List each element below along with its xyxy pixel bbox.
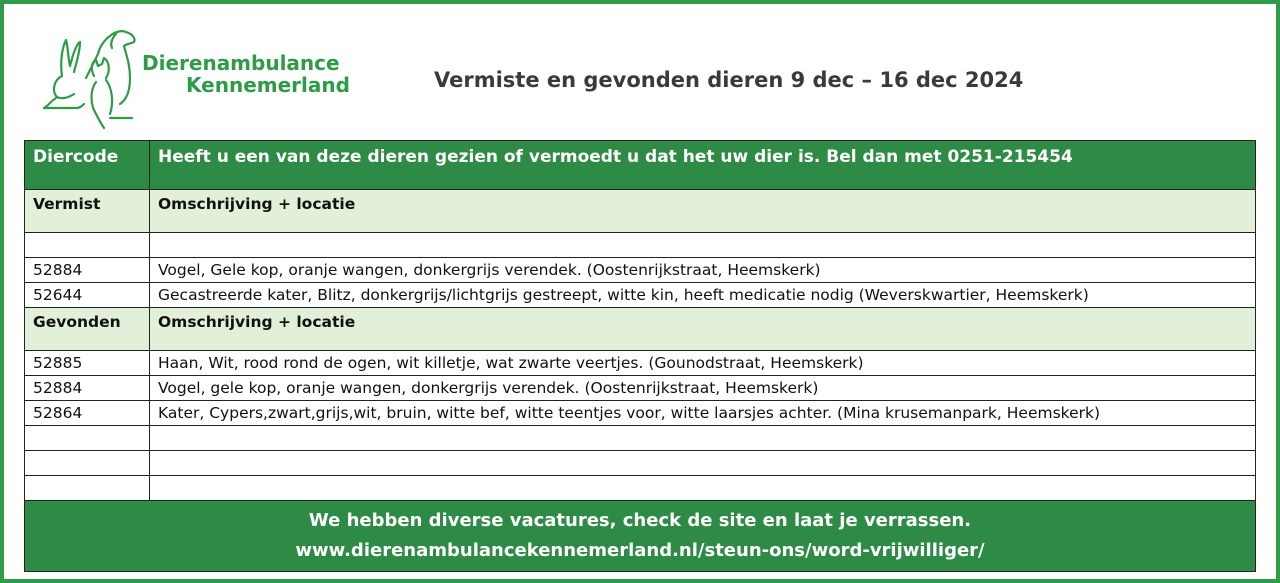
row-desc: Kater, Cypers,zwart,grijs,wit, bruin, witte bef, witte teentjes voor, witte laarsjes achter. (Mina krusemanpark, Heemskerk) <box>150 401 1256 426</box>
row-code: 52884 <box>25 376 150 401</box>
section-missing-label: Vermist <box>25 190 150 233</box>
row-code: 52885 <box>25 351 150 376</box>
footer-cell <box>25 501 1256 572</box>
logo <box>40 24 360 134</box>
animals-table <box>24 140 1256 572</box>
table-row <box>25 401 1256 426</box>
row-code <box>25 451 150 476</box>
row-code: 52884 <box>25 258 150 283</box>
row-code: 52864 <box>25 401 150 426</box>
row-code <box>25 476 150 501</box>
table-header-row <box>25 141 1256 190</box>
row-desc: Vogel, Gele kop, oranje wangen, donkergrijs verendek. (Oostenrijkstraat, Heemskerk) <box>150 258 1256 283</box>
logo-line2: Kennemerland <box>186 73 350 97</box>
table-row <box>25 258 1256 283</box>
section-found-desc-header: Omschrijving + locatie <box>150 308 1256 351</box>
section-found-label: Gevonden <box>25 308 150 351</box>
page-title: Vermiste en gevonden dieren 9 dec – 16 dec 2024 <box>434 68 1024 92</box>
row-desc <box>150 451 1256 476</box>
row-desc <box>150 426 1256 451</box>
footer-website-link[interactable]: www.dierenambulancekennemerland.nl/steun-ons/word-vrijwilliger/ <box>295 540 985 561</box>
header-text: Heeft u een van deze dieren gezien of vermoedt u dat het uw dier is. Bel dan met 0251-215454 <box>150 141 1256 190</box>
row-desc: Vogel, gele kop, oranje wangen, donkergrijs verendek. (Oostenrijkstraat, Heemskerk) <box>150 376 1256 401</box>
row-desc: Haan, Wit, rood rond de ogen, wit killetje, wat zwarte veertjes. (Gounodstraat, Heemskerk) <box>150 351 1256 376</box>
row-desc: Gecastreerde kater, Blitz, donkergrijs/lichtgrijs gestreept, witte kin, heeft medicatie nodig (Weverskwartier, Heemskerk) <box>150 283 1256 308</box>
section-missing <box>25 190 1256 233</box>
row-code: 52644 <box>25 283 150 308</box>
table-row <box>25 426 1256 451</box>
row-desc <box>150 233 1256 258</box>
table-row <box>25 476 1256 501</box>
row-code <box>25 426 150 451</box>
table-row <box>25 351 1256 376</box>
section-found <box>25 308 1256 351</box>
table-row <box>25 233 1256 258</box>
table-row <box>25 283 1256 308</box>
footer-vacancies-text: We hebben diverse vacatures, check de site en laat je verrassen. <box>308 510 972 531</box>
table-row <box>25 376 1256 401</box>
table-row <box>25 451 1256 476</box>
section-missing-desc-header: Omschrijving + locatie <box>150 190 1256 233</box>
logo-line1: Dierenambulance <box>142 51 340 75</box>
footer-banner <box>25 501 1256 572</box>
animals-logo-icon <box>40 24 140 134</box>
row-code <box>25 233 150 258</box>
row-desc <box>150 476 1256 501</box>
header-code: Diercode <box>25 141 150 190</box>
